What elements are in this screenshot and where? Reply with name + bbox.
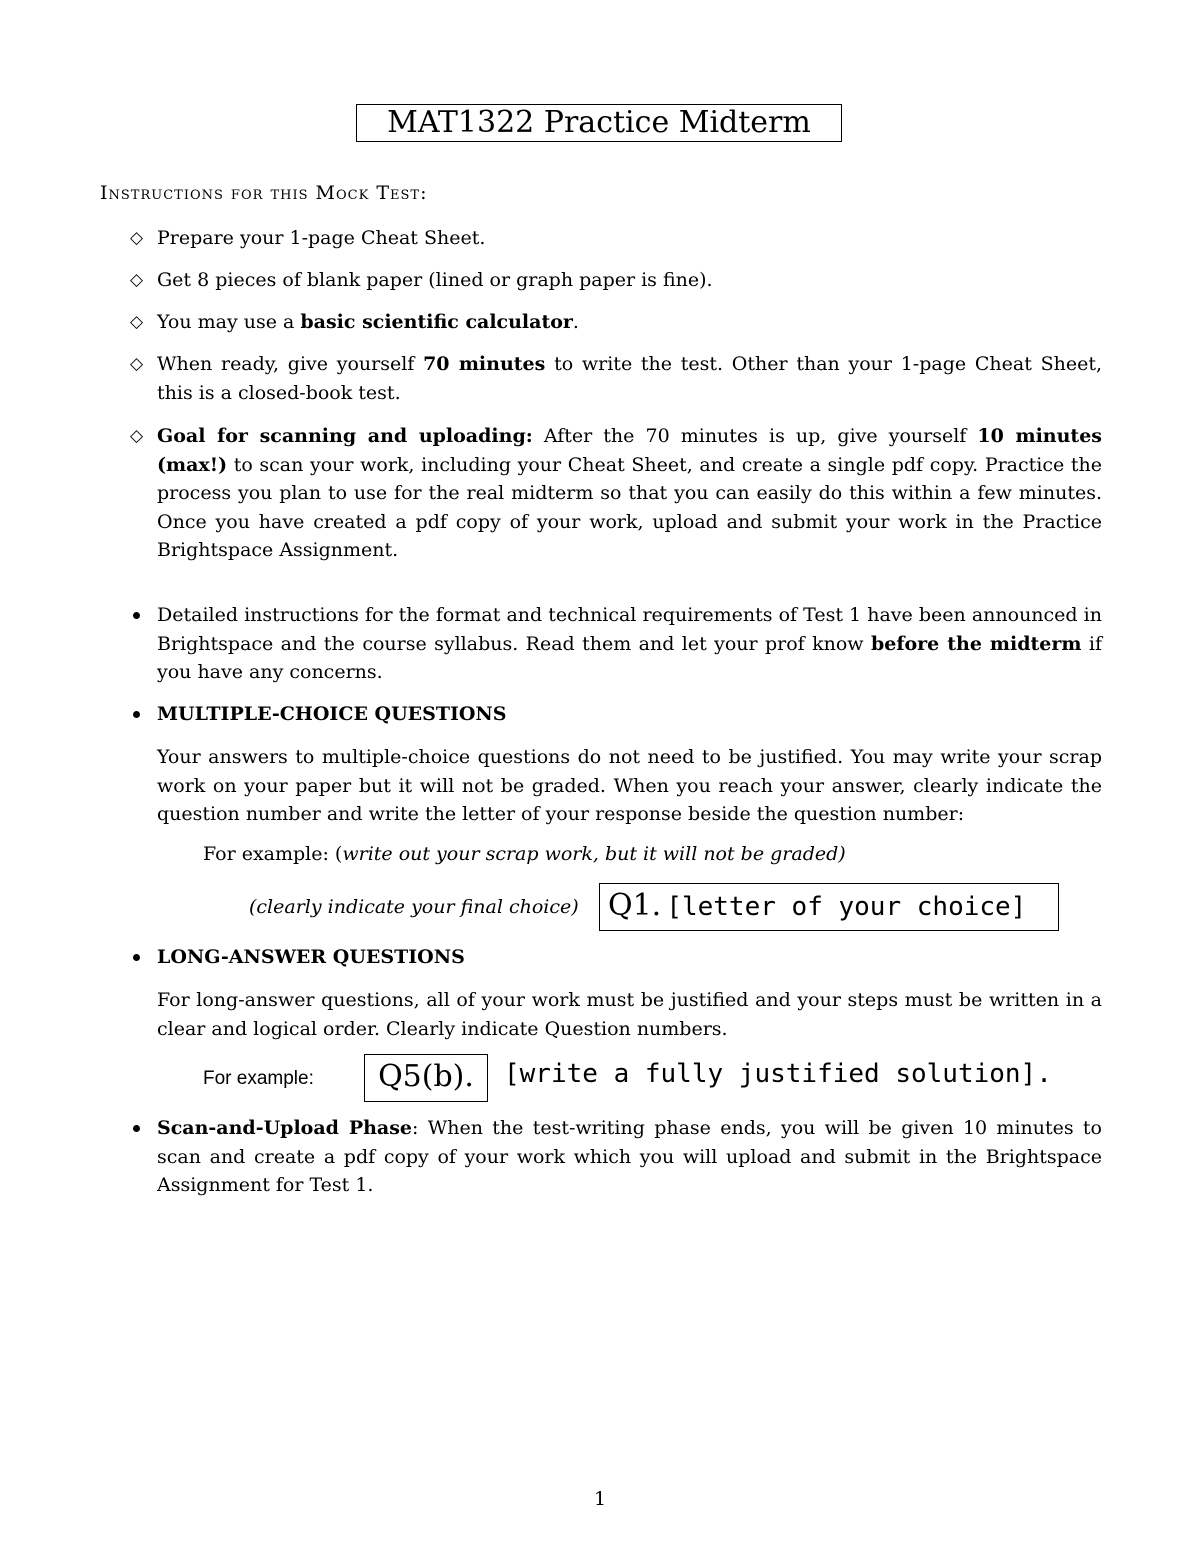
- instruction-text: Prepare your 1-page Cheat Sheet.: [157, 227, 486, 249]
- section-heading: [157, 943, 1102, 972]
- la-heading: LONG-ANSWER QUESTIONS: [157, 946, 465, 968]
- bullet-dot-icon: [133, 1125, 140, 1132]
- diamond-bullet-icon: ◇: [130, 312, 144, 332]
- choice-label: (clearly indicate your final choice): [249, 896, 579, 918]
- instruction-bold-text: basic scientific calculator: [300, 311, 573, 333]
- instruction-item: [157, 308, 1102, 337]
- instructions-heading: Instructions for this Mock Test:: [100, 182, 428, 204]
- instruction-text: When ready, give yourself: [157, 353, 424, 375]
- la-body: For long-answer questions, all of your work must be justified and your steps must be written in a clear and logical order. Clearly indicate Question numbers.: [157, 989, 1102, 1040]
- q5-label: Q5(b).: [378, 1059, 474, 1094]
- mc-body: Your answers to multiple-choice questions do not need to be justified. You may write your scrap work on your paper but it will not be graded. When you reach your answer, clearly indicate the question number and write the letter of your response beside the question number:: [157, 746, 1102, 825]
- bullet-dot-icon: [133, 612, 140, 619]
- instruction-text: to write the test. Other than your 1-page Cheat Sheet, this is a closed-book test.: [157, 353, 1102, 404]
- section-heading: [157, 700, 1102, 729]
- mc-heading: MULTIPLE-CHOICE QUESTIONS: [157, 703, 507, 725]
- diamond-bullet-icon: ◇: [130, 270, 144, 290]
- bullet-dot-icon: [133, 711, 140, 718]
- bullet-item: [157, 601, 1102, 687]
- scan-bold-text: Scan-and-Upload Phase: [157, 1117, 413, 1139]
- instruction-text: .: [572, 311, 579, 333]
- instruction-item: [157, 350, 1102, 407]
- bullet-text: Detailed instructions for the format and technical requirements of Test 1 have been announced in Brightspace and the course syllabus. Read them and let your prof know: [157, 604, 1102, 655]
- mc-example-line: [203, 843, 846, 865]
- q1-label: Q1.: [608, 888, 662, 923]
- q5-answer: [write a fully justified solution].: [504, 1059, 1052, 1089]
- bullet-item: [157, 1114, 1102, 1200]
- diamond-bullet-icon: ◇: [130, 426, 144, 446]
- instruction-item: [157, 224, 1102, 253]
- document-title: MAT1322 Practice Midterm: [356, 104, 842, 142]
- instruction-bold-text: 70 minutes: [423, 353, 546, 375]
- instruction-text: to scan your work, including your Cheat Sheet, and create a single pdf copy. Practice the process you plan to use for the real midterm so that you can easily do this within a few minutes. Once you have created a pdf copy of your work, upload and submit your work in the Practice Brightspace Assignment.: [157, 453, 1102, 561]
- bullet-dot-icon: [133, 954, 140, 961]
- example-italic-text: write out your scrap work, but it will not be graded): [342, 843, 846, 865]
- instruction-item: [157, 266, 1102, 295]
- diamond-bullet-icon: ◇: [130, 354, 144, 374]
- bullet-bold-text: before the midterm: [870, 632, 1082, 655]
- instruction-bold-text: Goal for scanning and uploading:: [157, 425, 533, 447]
- instruction-text: After the 70 minutes is up, give yourself: [532, 425, 978, 447]
- scan-text: : When the test-writing phase ends, you will be given 10 minutes to scan and create a pdf copy of your work which you will upload and submit in the Brightspace Assignment for Test 1.: [157, 1117, 1102, 1196]
- page-number: 1: [593, 1488, 607, 1510]
- la-example-label: For example:: [203, 1068, 314, 1089]
- instruction-item: [157, 422, 1102, 565]
- instruction-text: Get 8 pieces of blank paper (lined or graph paper is fine).: [157, 269, 713, 291]
- example-label: For example: (: [203, 843, 343, 865]
- bullet-text: if you have any concerns.: [157, 632, 1102, 683]
- q1-answer: [letter of your choice]: [666, 892, 1027, 922]
- q5-example-box: [364, 1054, 488, 1102]
- q1-example-box: [599, 883, 1059, 931]
- instruction-text: You may use a: [157, 311, 301, 333]
- diamond-bullet-icon: ◇: [130, 228, 144, 248]
- instruction-bold-text: 10 minutes (max!): [157, 425, 1102, 476]
